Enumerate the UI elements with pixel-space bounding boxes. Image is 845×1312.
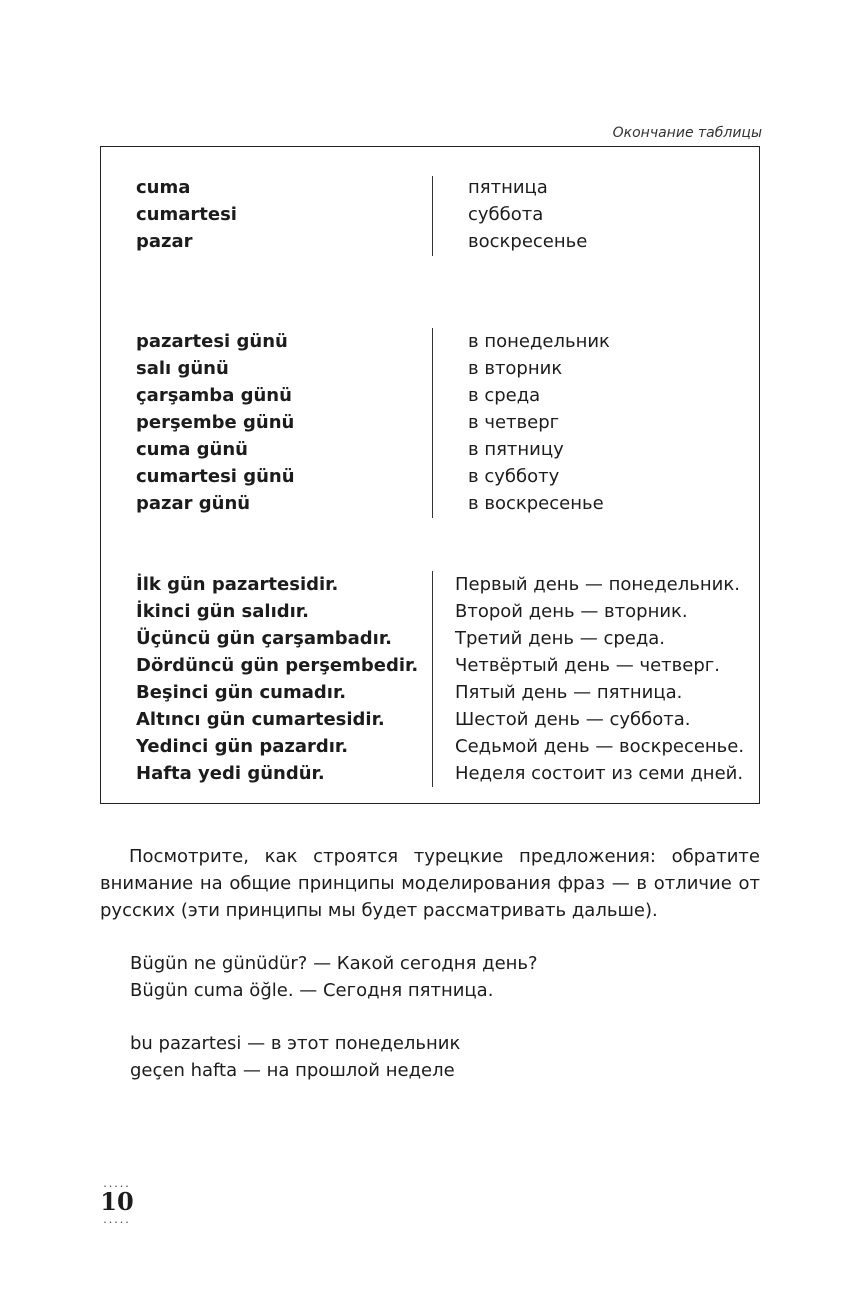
- russian-column: [468, 328, 610, 517]
- turkish-sentence: Yedinci gün pazardır.: [136, 736, 349, 757]
- turkish-column: [136, 174, 237, 255]
- russian-sentence: Второй день — вторник.: [455, 601, 688, 622]
- turkish-word: pazar günü: [136, 493, 251, 514]
- turkish-sentence: Beşinci gün cumadır.: [136, 682, 347, 703]
- russian-word: суббота: [468, 204, 544, 225]
- example-line: geçen hafta — на прошлой неделе: [130, 1060, 455, 1081]
- dots-decoration: .....: [103, 1177, 131, 1190]
- turkish-word: perşembe günü: [136, 412, 295, 433]
- russian-sentence: Шестой день — суббота.: [455, 709, 691, 730]
- russian-sentence: Неделя состоит из семи дней.: [455, 763, 744, 784]
- turkish-sentence: Üçüncü gün çarşambadır.: [136, 628, 392, 649]
- turkish-sentence: Altıncı gün cumartesidir.: [136, 709, 385, 730]
- example-block-1: [130, 950, 538, 1004]
- turkish-word: pazartesi günü: [136, 331, 288, 352]
- turkish-sentence: Dördüncü gün perşembedir.: [136, 655, 419, 676]
- body-paragraph: Посмотрите, как строятся турецкие предложения: обратите внимание на общие принципы моделирования фраз — в отличие от русских (эти принципы мы будет рассматривать дальше).: [100, 846, 760, 921]
- russian-sentence: Первый день — понедельник.: [455, 574, 740, 595]
- turkish-word: salı günü: [136, 358, 229, 379]
- russian-sentence: Пятый день — пятница.: [455, 682, 683, 703]
- example-line: Bügün cuma öğle. — Сегодня пятница.: [130, 980, 494, 1001]
- dots-decoration: .....: [103, 1213, 131, 1226]
- page-number: [100, 1177, 134, 1226]
- russian-word: в субботу: [468, 466, 560, 487]
- russian-sentence: Третий день — среда.: [455, 628, 666, 649]
- column-divider: [432, 328, 433, 518]
- russian-word: в понедельник: [468, 331, 610, 352]
- vocabulary-table: [100, 146, 760, 804]
- russian-word: воскресенье: [468, 231, 588, 252]
- column-divider: [432, 571, 433, 787]
- turkish-column: [136, 571, 418, 787]
- turkish-sentence: Hafta yedi gündür.: [136, 763, 325, 784]
- column-divider: [432, 176, 433, 256]
- russian-sentence: Седьмой день — воскресенье.: [455, 736, 745, 757]
- russian-column: [468, 174, 587, 255]
- russian-column: [455, 571, 744, 787]
- russian-word: в четверг: [468, 412, 560, 433]
- russian-word: в воскресенье: [468, 493, 604, 514]
- russian-word: в вторник: [468, 358, 563, 379]
- turkish-sentence: İlk gün pazartesidir.: [136, 574, 339, 595]
- russian-word: в среда: [468, 385, 541, 406]
- example-line: Bügün ne günüdür? — Какой сегодня день?: [130, 953, 538, 974]
- russian-sentence: Четвёртый день — четверг.: [455, 655, 720, 676]
- turkish-sentence: İkinci gün salıdır.: [136, 601, 309, 622]
- page-number-text: 10: [100, 1187, 134, 1216]
- turkish-word: cumartesi günü: [136, 466, 295, 487]
- turkish-word: cumartesi: [136, 204, 237, 225]
- turkish-word: çarşamba günü: [136, 385, 292, 406]
- example-block-2: [130, 1030, 460, 1084]
- russian-word: пятница: [468, 177, 548, 198]
- turkish-word: cuma günü: [136, 439, 248, 460]
- turkish-word: pazar: [136, 231, 193, 252]
- table-caption: Окончание таблицы: [612, 125, 762, 141]
- turkish-word: cuma: [136, 177, 191, 198]
- example-line: bu pazartesi — в этот понедельник: [130, 1033, 461, 1054]
- turkish-column: [136, 328, 295, 517]
- russian-word: в пятницу: [468, 439, 564, 460]
